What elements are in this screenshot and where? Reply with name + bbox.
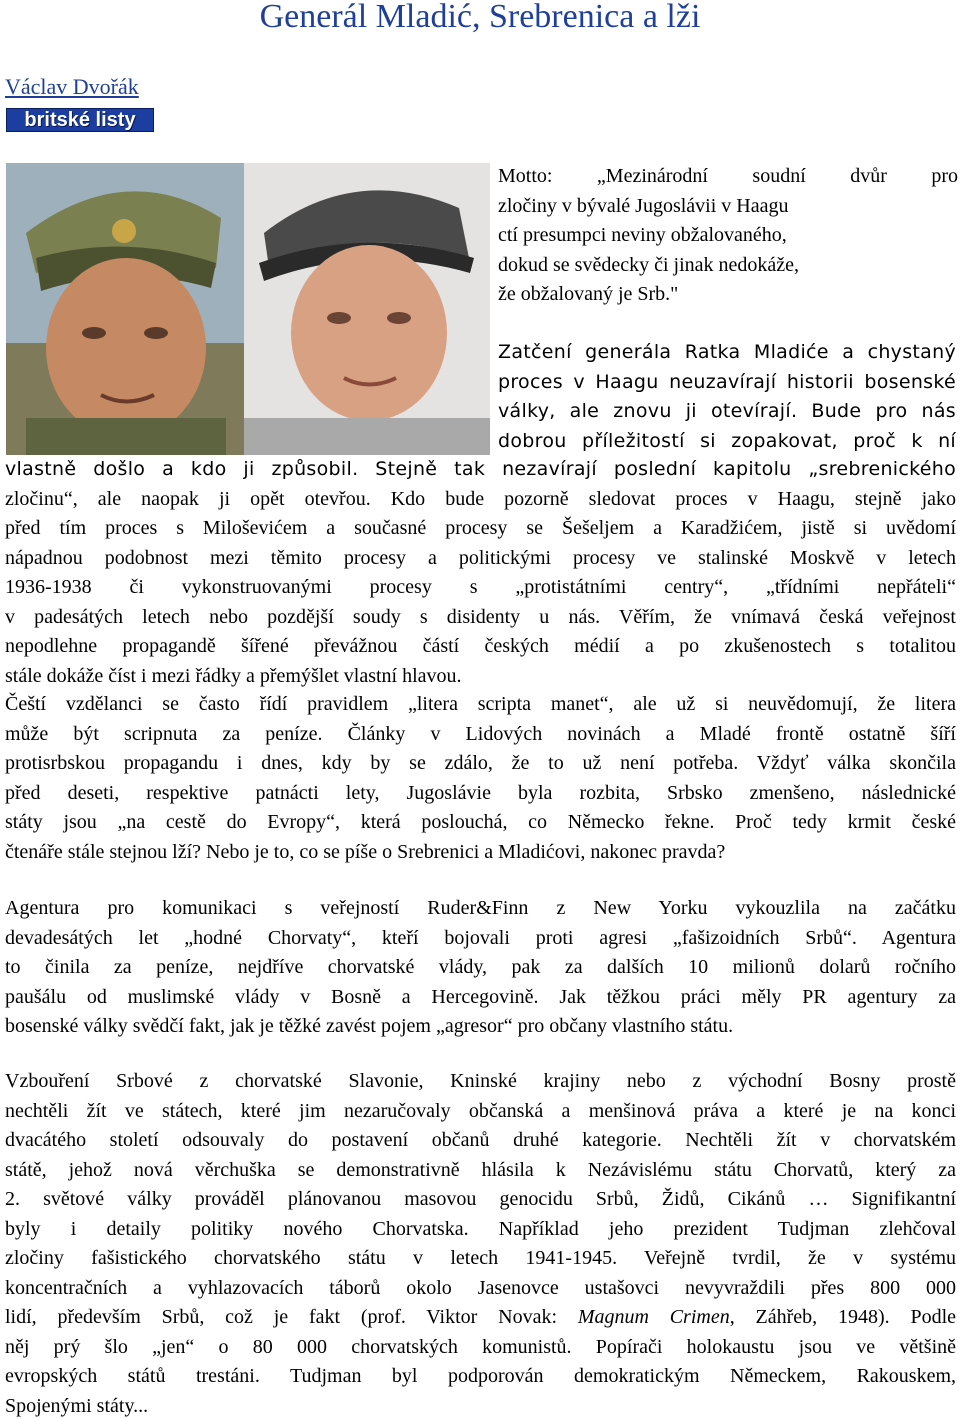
paragraph-line: může být scripnuta za peníze. Články v Lidových novinách a Mladé frontě ostatně šíří — [5, 720, 956, 750]
italic-book-title: Magnum Crimen — [578, 1306, 730, 1328]
paragraph-line: koncentračních a vyhlazovacích táborů okolo Jasenovce ustašovci nevyvraždili přes 800 000 — [5, 1274, 956, 1304]
britske-listy-logo[interactable] — [6, 108, 154, 132]
motto-line: dokud se svědecky či jinak nedokáže, — [498, 251, 958, 281]
mladic-photo-left — [6, 163, 244, 455]
logo-text: britské listy — [24, 109, 135, 131]
paragraph-line: nepodlehne propagandě šířené převážnou částí českých médií a po zkušenostech s totalitou — [5, 632, 956, 662]
paragraph-line: v padesátých letech nebo pozdější soudy s disidenty u nás. Věřím, že vnímavá česká veřejnost — [5, 603, 956, 633]
paragraph-line: čtenáře stále stejnou lží? Nebo je to, co se píše o Srebrenici a Mladićovi, nakonec pravda? — [5, 838, 956, 868]
paragraph-3 — [5, 894, 956, 1042]
paragraph-line: evropských států trestáni. Tudjman byl podporován demokratickým Německem, Rakouskem, — [5, 1362, 956, 1392]
paragraph-line: před tím proces s Miloševićem a současné procesy se Šešeljem a Karadžićem, jistě si uvědomí — [5, 514, 956, 544]
paragraph-line: stále dokáže číst i mezi řádky a přemýšlet vlastní hlavou. — [5, 662, 956, 692]
paragraph-line: devadesátých let „hodné Chorvaty“, kteří bojovali proti agresi „fašizoidních Srbů“. Agentura — [5, 924, 956, 954]
paragraph-1-wide — [5, 455, 956, 691]
paragraph-line: zločiny fašistického chorvatského státu v letech 1941-1945. Veřejně tvrdil, že v systému — [5, 1244, 956, 1274]
text-run: lidí, především Srbů, což je fakt (prof. Viktor Novak: — [5, 1306, 578, 1328]
paragraph-line: zločinu“, ale naopak ji opět otevřou. Kdo bude pozorně sledovat proces v Haagu, stejně jako — [5, 485, 956, 515]
paragraph-line: dvacátého století odsouvaly do postavení občanů druhé kategorie. Nechtěli žít v chorvatském — [5, 1126, 956, 1156]
motto-line: zločiny v bývalé Jugoslávii v Haagu — [498, 192, 958, 222]
text-run: , Záhřeb, 1948). Podle — [730, 1306, 956, 1328]
mladic-photo-right — [244, 163, 490, 455]
paragraph-line: války, ale znovu ji otevírají. Bude pro nás — [498, 397, 956, 427]
paragraph-line: Vzbouření Srbové z chorvatské Slavonie, Kninské krajiny nebo z východní Bosny prostě — [5, 1067, 956, 1097]
article-title: Generál Mladić, Srebrenica a lži — [0, 0, 960, 34]
paragraph-line: něj prý šlo „jen“ o 80 000 chorvatských komunistů. Popírači holokaustu jsou ve většině — [5, 1333, 956, 1363]
paragraph-line: státě, jehož nová věrchuška se demonstrativně hlásila k Nezávislému státu Chorvatů, který za — [5, 1156, 956, 1186]
paragraph-line: státy jsou „na cestě do Evropy“, která poslouchá, co Německo řekne. Proč tedy krmit české — [5, 808, 956, 838]
paragraph-line: nápadnou podobnost mezi těmito procesy a politickými procesy ve stalinské Moskvě v letech — [5, 544, 956, 574]
paragraph-line: proces v Haagu neuzavírají historii bosenské — [498, 368, 956, 398]
paragraph-line: paušálu od muslimské vlády v Bosně a Hercegovině. Jak těžkou práci měly PR agentury za — [5, 983, 956, 1013]
paragraph-line-with-italic — [5, 1303, 956, 1333]
paragraph-line: to činila za peníze, nejdříve chorvatské vlády, pak za dalších 10 milionů dolarů ročního — [5, 953, 956, 983]
portrait-right-illustration — [244, 163, 490, 455]
paragraph-line: Čeští vzdělanci se často řídí pravidlem „litera scripta manet“, ale už si neuvědomují, že litera — [5, 690, 956, 720]
photo-pair — [6, 163, 490, 455]
paragraph-line: Agentura pro komunikaci s veřejností Ruder&Finn z New Yorku vykouzlila na začátku — [5, 894, 956, 924]
paragraph-2 — [5, 690, 956, 867]
paragraph-line: vlastně došlo a kdo ji způsobil. Stejně tak nezavírají poslední kapitolu „srebrenického — [5, 455, 956, 485]
motto-line: ctí presumpci neviny obžalovaného, — [498, 221, 958, 251]
paragraph-line: byly i detaily politiky nového Chorvatska. Například jeho prezident Tudjman zlehčoval — [5, 1215, 956, 1245]
paragraph-line: nechtěli žít ve státech, které jim nezaručovaly občanská a menšinová práva a které je na konci — [5, 1097, 956, 1127]
paragraph-line: dobrou příležitostí si zopakovat, proč k ní — [498, 427, 956, 457]
paragraph-4 — [5, 1067, 956, 1421]
paragraph-line: bosenské války svědčí fakt, jak je těžké zavést pojem „agresor“ pro občany vlastního státu. — [5, 1012, 956, 1042]
portrait-left-illustration — [6, 163, 244, 455]
paragraph-1-narrow — [498, 338, 956, 456]
paragraph-line: před deseti, respektive patnácti lety, Jugoslávie byla rozbita, Srbsko zmenšeno, následnické — [5, 779, 956, 809]
paragraph-line: Spojenými státy... — [5, 1392, 956, 1421]
motto-line: že obžalovaný je Srb." — [498, 280, 958, 310]
motto-block — [498, 162, 958, 310]
motto-line: Motto: „Mezinárodní soudní dvůr pro — [498, 162, 958, 192]
author-link[interactable]: Václav Dvořák — [5, 74, 139, 100]
paragraph-line: 2. světové války prováděl plánovanou masovou genocidu Srbů, Židů, Cikánů … Signifikantní — [5, 1185, 956, 1215]
paragraph-line: 1936-1938 či vykonstruovanými procesy s „protistátními centry“, „třídními nepřáteli“ — [5, 573, 956, 603]
paragraph-line: protisrbskou propagandu i dnes, kdy by se zdálo, že to už není potřeba. Vždyť válka skončila — [5, 749, 956, 779]
paragraph-line: Zatčení generála Ratka Mladiće a chystaný — [498, 338, 956, 368]
